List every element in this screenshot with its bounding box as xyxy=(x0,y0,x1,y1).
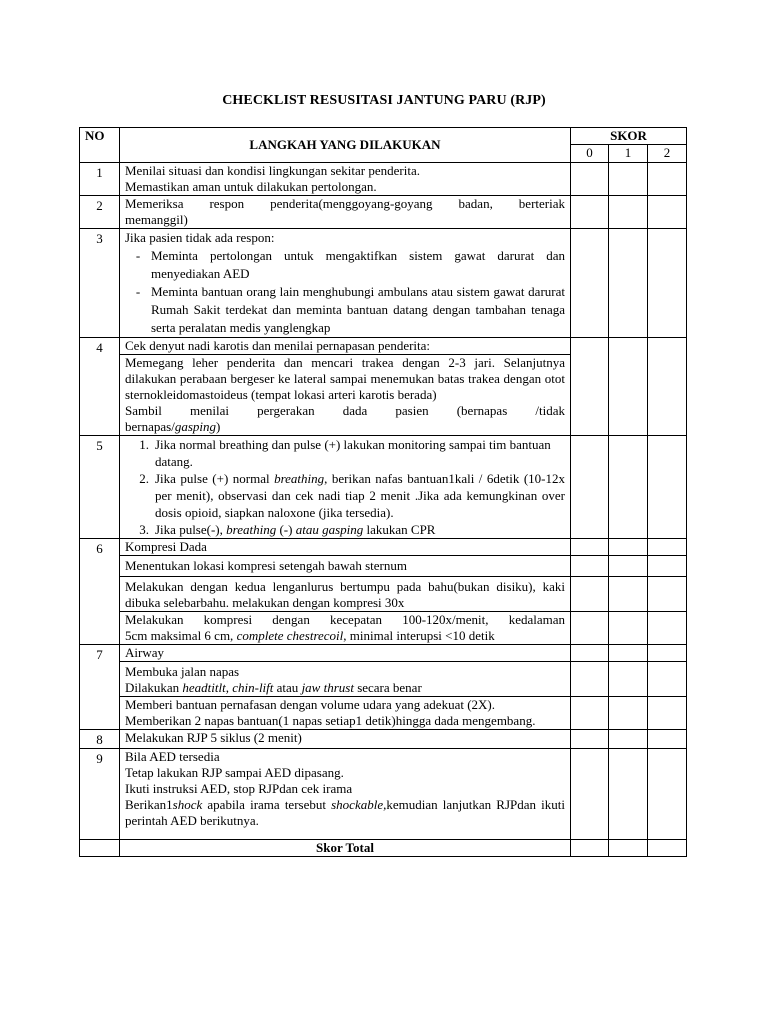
step-text xyxy=(125,628,565,644)
score-cell-0[interactable] xyxy=(571,229,609,338)
table-row xyxy=(80,229,687,338)
step-cell xyxy=(120,229,571,338)
step-text: Menilai situasi dan kondisi lingkungan sekitar penderita. xyxy=(125,163,420,178)
score-cell-0[interactable] xyxy=(571,749,609,840)
step-text-italic: jaw thrust xyxy=(301,680,354,695)
score-cell-1[interactable] xyxy=(609,556,648,577)
score-cell-2[interactable] xyxy=(648,645,687,662)
step-text: Melakukan RJP 5 siklus (2 menit) xyxy=(125,730,302,745)
step-text-part: , minimal interupsi <10 detik xyxy=(343,628,495,643)
step-text-part: , berikan nafas bantuan1kali / 6detik (10-12x per menit), observasi dan cek nadi tiap 2 menit .Jika ada kemungkinan over dosis opioid, siapkan naloxone (jika tersedia). xyxy=(155,471,565,520)
score-cell-1[interactable] xyxy=(609,436,648,539)
score-cell-2[interactable] xyxy=(648,196,687,229)
score-cell-1[interactable] xyxy=(609,577,648,612)
score-cell-2[interactable] xyxy=(648,229,687,338)
score-cell-1[interactable] xyxy=(609,697,648,730)
table-row xyxy=(80,730,687,749)
row-number: 8 xyxy=(80,730,120,749)
step-text-italic: atau gasping xyxy=(295,522,364,537)
step-cell xyxy=(120,436,571,539)
numbered-item xyxy=(125,470,565,521)
score-cell-0[interactable] xyxy=(571,539,609,556)
item-number: 2. xyxy=(139,471,149,486)
score-cell-2[interactable] xyxy=(648,612,687,645)
total-label: Skor Total xyxy=(120,840,571,857)
step-cell xyxy=(120,730,571,749)
step-text-part: kemudian lanjutkan RJPdan ikuti perintah AED berikutnya. xyxy=(125,797,565,828)
score-cell-2[interactable] xyxy=(648,577,687,612)
score-cell-0[interactable] xyxy=(571,697,609,730)
step-text-italic: complete chestrecoil xyxy=(236,628,344,643)
step-cell xyxy=(120,645,571,662)
table-row xyxy=(80,539,687,556)
step-text: Memeriksa respon penderita(menggoyang-goyang badan, berteriak xyxy=(125,196,565,211)
table-row xyxy=(80,749,687,840)
table-row xyxy=(80,163,687,196)
step-cell xyxy=(120,662,571,697)
total-no-cell xyxy=(80,840,120,857)
step-text-italic: gasping xyxy=(174,419,216,434)
score-cell-0[interactable] xyxy=(571,577,609,612)
score-cell-1[interactable] xyxy=(609,338,648,436)
numbered-item xyxy=(125,521,565,538)
step-text: Cek denyut nadi karotis dan menilai pernapasan penderita: xyxy=(125,338,431,353)
score-cell-0[interactable] xyxy=(571,645,609,662)
table-row xyxy=(80,662,687,697)
step-text: Membuka jalan napas xyxy=(125,664,240,679)
step-text: Ikuti instruksi AED, stop RJPdan cek irama xyxy=(125,781,353,796)
score-cell-2[interactable] xyxy=(648,539,687,556)
score-cell-2[interactable] xyxy=(648,556,687,577)
score-cell-2[interactable] xyxy=(648,436,687,539)
header-no: NO xyxy=(80,128,120,163)
row-number: 3 xyxy=(80,229,120,338)
step-cell xyxy=(120,556,571,577)
step-cell xyxy=(120,338,571,355)
header-skor: SKOR xyxy=(571,128,687,145)
row-number: 2 xyxy=(80,196,120,229)
step-text: Bila AED tersedia xyxy=(125,749,220,764)
table-row xyxy=(80,577,687,612)
step-text: Menentukan lokasi kompresi setengah bawah sternum xyxy=(125,558,407,573)
bullet-dash: - xyxy=(135,248,141,263)
step-cell xyxy=(120,355,571,436)
row-number: 5 xyxy=(80,436,120,539)
score-cell-1[interactable] xyxy=(609,229,648,338)
table-row xyxy=(80,338,687,355)
total-row xyxy=(80,840,687,857)
step-cell xyxy=(120,577,571,612)
step-text-part: ) xyxy=(215,419,221,434)
bullet-item xyxy=(125,247,565,283)
step-text-part: secara benar xyxy=(353,680,422,695)
step-text-part: (-) xyxy=(276,522,296,537)
step-text-italic: shock xyxy=(172,797,203,812)
step-text: Melakukan dengan kedua lenganlurus bertumpu pada bahu(bukan disiku), kaki dibuka selebarbahu. melakukan dengan kompresi 30x xyxy=(125,579,565,610)
score-cell-0[interactable] xyxy=(571,662,609,697)
header-step: LANGKAH YANG DILAKUKAN xyxy=(120,128,571,163)
row-number: 7 xyxy=(80,645,120,730)
checklist-table xyxy=(79,127,687,857)
step-text-italic: breathing xyxy=(274,471,325,486)
score-cell-1[interactable] xyxy=(609,196,648,229)
step-text-part: Berikan1 xyxy=(125,797,173,812)
step-text xyxy=(125,797,565,829)
step-text-part: apabila irama tersebut xyxy=(202,797,332,812)
header-skor-0: 0 xyxy=(571,145,609,163)
score-cell-2[interactable] xyxy=(648,697,687,730)
step-cell xyxy=(120,612,571,645)
score-cell-1[interactable] xyxy=(609,163,648,196)
step-text-part: lakukan CPR xyxy=(363,522,436,537)
step-text xyxy=(155,521,565,538)
score-cell-1[interactable] xyxy=(609,730,648,749)
score-cell-0[interactable] xyxy=(571,556,609,577)
step-text: Sambil menilai pergerakan dada pasien (bernapas /tidak xyxy=(125,403,565,418)
step-text: Melakukan kompresi dengan kecepatan 100-120x/menit, kedalaman xyxy=(125,612,565,627)
row-number: 6 xyxy=(80,539,120,645)
header-skor-1: 1 xyxy=(609,145,648,163)
header-skor-2: 2 xyxy=(648,145,687,163)
step-text-part: Dilakukan xyxy=(125,680,183,695)
step-text-part: Jika pulse (+) normal xyxy=(155,471,275,486)
step-text-italic: headtitlt, chin-lift xyxy=(182,680,274,695)
step-text: memanggil) xyxy=(125,212,188,227)
score-cell-0[interactable] xyxy=(571,730,609,749)
bullet-item xyxy=(125,283,565,337)
page-title: CHECKLIST RESUSITASI JANTUNG PARU (RJP) xyxy=(222,93,546,108)
score-cell-2[interactable] xyxy=(648,662,687,697)
score-cell-0[interactable] xyxy=(571,612,609,645)
step-text xyxy=(155,470,565,521)
total-score-0[interactable] xyxy=(571,840,609,857)
step-text-italic: shockable, xyxy=(331,797,387,812)
item-number: 1. xyxy=(139,437,149,452)
step-cell xyxy=(120,749,571,840)
score-cell-1[interactable] xyxy=(609,645,648,662)
score-cell-0[interactable] xyxy=(571,163,609,196)
score-cell-0[interactable] xyxy=(571,338,609,436)
step-text-part: 5cm maksimal 6 cm, xyxy=(125,628,237,643)
step-text-part: bernapas/ xyxy=(125,419,175,434)
total-score-2[interactable] xyxy=(648,840,687,857)
score-cell-0[interactable] xyxy=(571,196,609,229)
item-number: 3. xyxy=(139,522,149,537)
row-number: 1 xyxy=(80,163,120,196)
step-text xyxy=(155,436,565,470)
step-cell xyxy=(120,163,571,196)
step-text-italic: breathing xyxy=(226,522,277,537)
score-cell-1[interactable] xyxy=(609,662,648,697)
row-number: 9 xyxy=(80,749,120,840)
step-text-part: datang. xyxy=(155,454,193,469)
score-cell-1[interactable] xyxy=(609,749,648,840)
step-text: Airway xyxy=(125,645,164,660)
table-row xyxy=(80,697,687,730)
step-cell xyxy=(120,539,571,556)
score-cell-1[interactable] xyxy=(609,539,648,556)
step-cell xyxy=(120,196,571,229)
score-cell-0[interactable] xyxy=(571,436,609,539)
step-text: Kompresi Dada xyxy=(125,539,207,554)
step-text: Memberi bantuan pernafasan dengan volume udara yang adekuat (2X). xyxy=(125,697,495,712)
step-text: Memegang leher penderita dan mencari trakea dengan 2-3 jari. Selanjutnya dilakukan perabaan bergeser ke lateral sampai menemukan batas trakea dengan otot sternokleidomastoideus (tempat lokasi arteri karotis berada) xyxy=(125,355,565,402)
step-text: Meminta bantuan orang lain menghubungi ambulans atau sistem gawat darurat Rumah Sakit terdekat dan meminta bantuan datang dengan tambahan tenaga serta peralatan medis yanglengkap xyxy=(151,284,565,335)
total-score-1[interactable] xyxy=(609,840,648,857)
bullet-dash: - xyxy=(135,284,141,299)
table-row xyxy=(80,645,687,662)
step-text: Memberikan 2 napas bantuan(1 napas setiap1 detik)hingga dada mengembang. xyxy=(125,713,536,728)
step-text-part: Jika normal breathing dan pulse (+) lakukan monitoring sampai tim bantuan xyxy=(155,437,551,452)
step-text-part: atau xyxy=(273,680,302,695)
score-cell-2[interactable] xyxy=(648,730,687,749)
score-cell-1[interactable] xyxy=(609,612,648,645)
step-text-part: Jika pulse(-), xyxy=(155,522,227,537)
table-row xyxy=(80,196,687,229)
step-text: Meminta pertolongan untuk mengaktifkan sistem gawat darurat dan menyediakan AED xyxy=(151,248,565,281)
numbered-item xyxy=(125,436,565,470)
step-text xyxy=(125,680,565,696)
step-text: Jika pasien tidak ada respon: xyxy=(125,230,275,245)
row-number: 4 xyxy=(80,338,120,436)
step-text xyxy=(125,419,565,435)
table-row xyxy=(80,612,687,645)
table-row xyxy=(80,436,687,539)
table-row xyxy=(80,556,687,577)
step-text: Memastikan aman untuk dilakukan pertolongan. xyxy=(125,179,377,194)
step-text: Tetap lakukan RJP sampai AED dipasang. xyxy=(125,765,344,780)
step-cell xyxy=(120,697,571,730)
score-cell-2[interactable] xyxy=(648,749,687,840)
score-cell-2[interactable] xyxy=(648,338,687,436)
score-cell-2[interactable] xyxy=(648,163,687,196)
